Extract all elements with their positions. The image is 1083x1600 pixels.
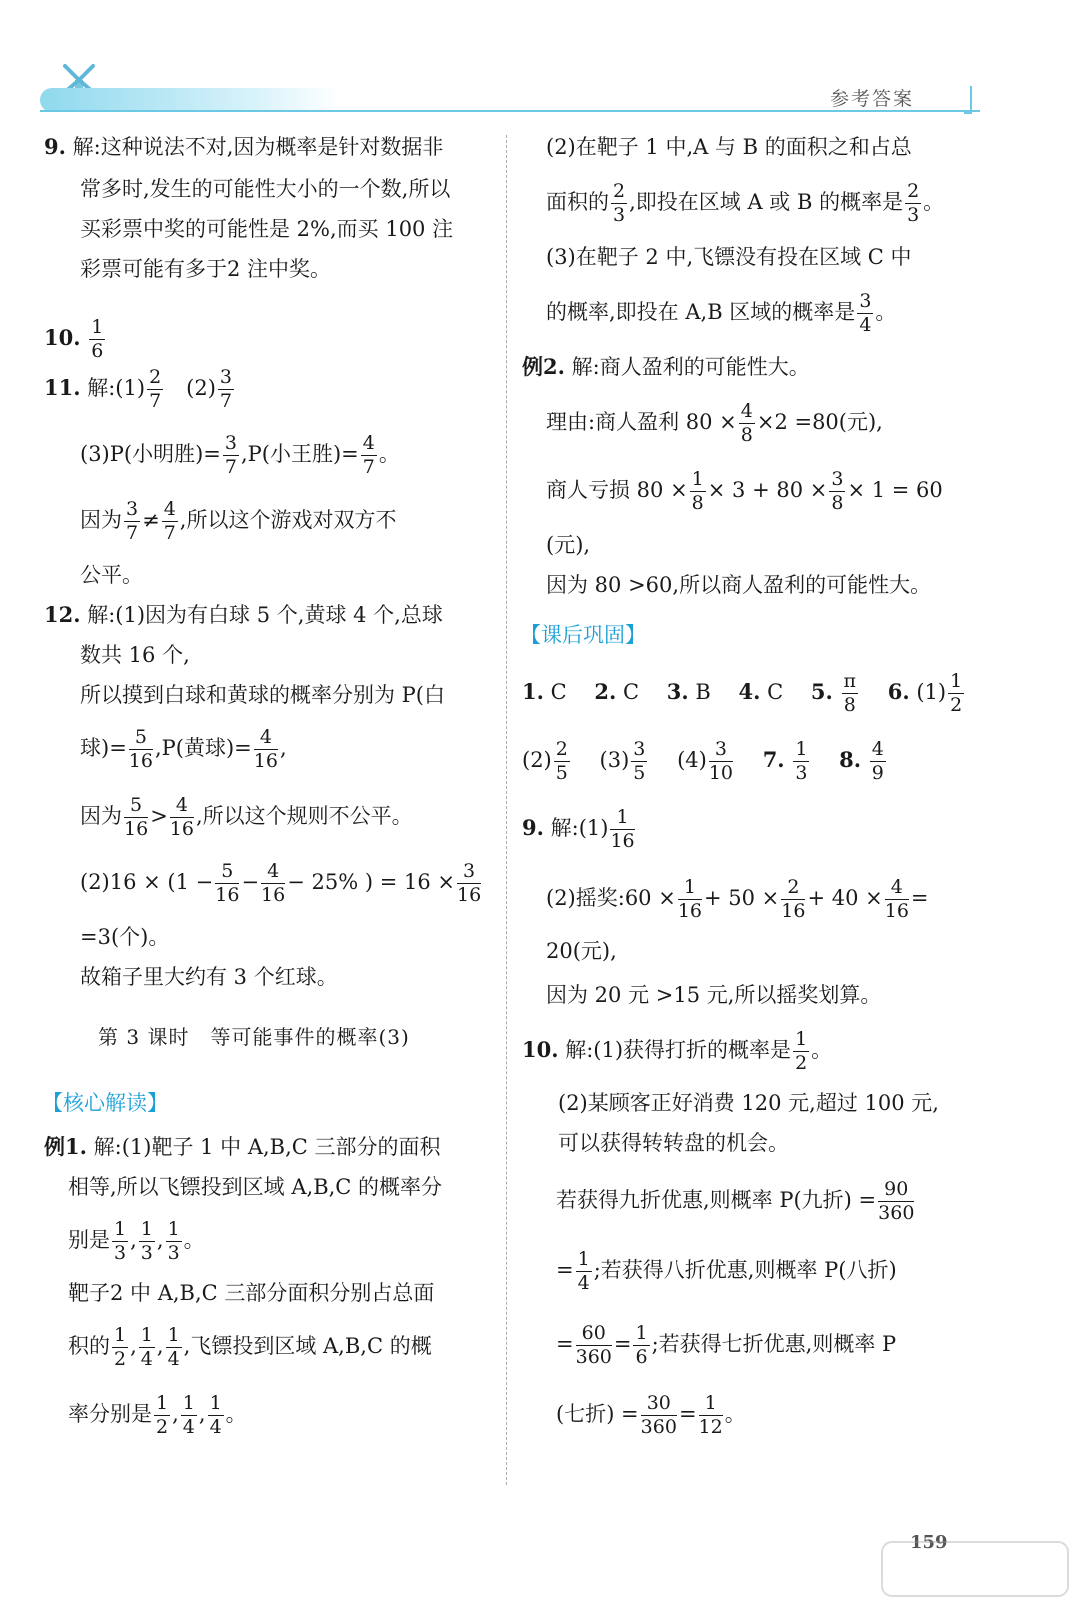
- text-line: 因为 80 >60,所以商人盈利的可能性大。: [546, 573, 932, 597]
- q12-line: 12. 解:(1)因为有白球 5 个,黄球 4 个,总球: [44, 602, 443, 627]
- text-line: 常多时,发生的可能性大小的一个数,所以: [80, 177, 451, 201]
- fraction: $\frac{1}{4}$: [140, 1324, 153, 1370]
- text-line: 别是 $\frac{1}{3}$ , $\frac{1}{3}$ , $\frac{1}{3}$ 。: [68, 1218, 205, 1264]
- fraction: $\frac{30}{360}$: [640, 1392, 677, 1438]
- fraction: $\frac{3}{4}$: [859, 290, 872, 336]
- fraction: $\frac{3}{5}$: [633, 738, 646, 784]
- text-line: 买彩票中奖的可能性是 2%,而买 100 注: [80, 217, 454, 241]
- text-line: 相等,所以飞镖投到区域 A,B,C 的概率分: [68, 1175, 443, 1199]
- fraction: $\frac{1}{8}$: [691, 468, 704, 514]
- q9-answer: 9. 解:(1) $\frac{1}{16}$: [522, 806, 635, 852]
- fraction: $\frac{1}{12}$: [698, 1392, 723, 1438]
- fraction: $\frac{3}{16}$: [457, 860, 482, 906]
- lesson-title: 第 3 课时 等可能事件的概率(3): [98, 1025, 410, 1049]
- fraction: $\frac{4}{16}$: [261, 860, 286, 906]
- fraction: $\frac{3}{10}$: [708, 738, 733, 784]
- choice-answers: 1. C 2. C 3. B 4. C 5. $\frac{\pi}{8}$ 6. (1) $\frac{1}{2}$: [522, 670, 963, 716]
- fraction: $\frac{4}{8}$: [740, 400, 753, 446]
- fraction: $\frac{4}{7}$: [163, 498, 176, 544]
- fraction: $\frac{1}{6}$: [635, 1322, 648, 1368]
- q9-line: 9. 解:这种说法不对,因为概率是针对数据非: [44, 134, 444, 159]
- fraction: $\frac{2}{3}$: [907, 180, 920, 226]
- fraction: $\frac{4}{16}$: [884, 876, 909, 922]
- section-heading: 【核心解读】: [42, 1091, 168, 1115]
- fraction: $\frac{5}{16}$: [124, 794, 149, 840]
- page-number: 159: [910, 1532, 948, 1553]
- text-line: 20(元),: [546, 939, 617, 963]
- fraction: $\frac{4}{9}$: [871, 738, 884, 784]
- text-line: 率分别是 $\frac{1}{2}$ , $\frac{1}{4}$ , $\frac{1}{4}$ 。: [68, 1392, 247, 1438]
- text-line: (2)16 × (1 − $\frac{5}{16}$ − $\frac{4}{16}$ − 25% ) = 16 × $\frac{3}{16}$: [80, 860, 482, 906]
- text-line: 因为 $\frac{5}{16}$ > $\frac{4}{16}$ ,所以这个规则不公平。: [80, 794, 413, 840]
- q10-line: 10. 解:(1)获得打折的概率是 $\frac{1}{2}$ 。: [522, 1028, 833, 1074]
- fraction: $\frac{5}{16}$: [128, 726, 153, 772]
- text-line: 的概率,即投在 A,B 区域的概率是 $\frac{3}{4}$ 。: [546, 290, 897, 336]
- fraction: $\frac{2}{7}$: [149, 366, 162, 412]
- fraction: $\frac{3}{7}$: [224, 432, 237, 478]
- header-tag: 参考答案: [830, 88, 915, 110]
- fraction: $\frac{1}{3}$: [795, 738, 808, 784]
- text-line: 所以摸到白球和黄球的概率分别为 P(白: [80, 683, 445, 707]
- fraction: $\frac{5}{16}$: [215, 860, 240, 906]
- text-line: 可以获得转转盘的机会。: [558, 1131, 789, 1155]
- ex1-line: 例1. 解:(1)靶子 1 中 A,B,C 三部分的面积: [44, 1134, 441, 1159]
- fraction: $\frac{2}{16}$: [781, 876, 806, 922]
- text-line: (元),: [546, 533, 591, 557]
- text-line: (2)在靶子 1 中,A 与 B 的面积之和占总: [546, 135, 912, 159]
- text-line: =3(个)。: [80, 925, 170, 949]
- fraction: $\frac{2}{5}$: [555, 738, 568, 784]
- header-band: [40, 88, 340, 112]
- fraction: $\frac{1}{4}$: [577, 1248, 590, 1294]
- text-line: (2)某顾客正好消费 120 元,超过 100 元,: [558, 1091, 939, 1115]
- fraction: $\frac{60}{360}$: [575, 1322, 612, 1368]
- text-line: 积的 $\frac{1}{2}$ , $\frac{1}{4}$ , $\frac{1}{4}$ ,飞镖投到区域 A,B,C 的概: [68, 1324, 432, 1370]
- fraction: $\frac{1}{2}$: [156, 1392, 169, 1438]
- text-line: (3)P(小明胜)= $\frac{3}{7}$ ,P(小王胜)= $\frac{4}{7}$ 。: [80, 432, 400, 478]
- fraction: $\frac{1}{16}$: [677, 876, 703, 922]
- fraction: $\frac{1}{3}$: [114, 1218, 127, 1264]
- text-line: 面积的 $\frac{2}{3}$ ,即投在区域 A 或 B 的概率是 $\frac{2}{3}$ 。: [546, 180, 945, 226]
- text-line: (2)摇奖:60 × $\frac{1}{16}$ + 50 × $\frac{2}{16}$ + 40 × $\frac{4}{16}$ =: [546, 876, 929, 922]
- fraction: $\frac{1}{6}$: [91, 316, 104, 362]
- text-line: 数共 16 个,: [80, 643, 190, 667]
- text-line: 因为 $\frac{3}{7}$ ≠ $\frac{4}{7}$ ,所以这个游戏对双方不: [80, 498, 397, 544]
- fraction: $\frac{2}{3}$: [613, 180, 626, 226]
- text-line: (七折) = $\frac{30}{360}$ = $\frac{1}{12}$ 。: [556, 1392, 746, 1438]
- text-line: 若获得九折优惠,则概率 P(九折) = $\frac{90}{360}$: [556, 1178, 915, 1224]
- text-line: (3)在靶子 2 中,飞镖没有投在区域 C 中: [546, 245, 912, 269]
- fraction: $\frac{\pi}{8}$: [843, 670, 857, 716]
- fraction: $\frac{1}{3}$: [140, 1218, 153, 1264]
- fraction: $\frac{1}{4}$: [182, 1392, 195, 1438]
- text-line: 商人亏损 80 × $\frac{1}{8}$ × 3 + 80 × $\frac{3}{8}$ × 1 = 60: [546, 468, 943, 514]
- fraction: $\frac{1}{16}$: [610, 806, 635, 852]
- text-line: 因为 20 元 >15 元,所以摇奖划算。: [546, 983, 882, 1007]
- fraction: $\frac{1}{2}$: [795, 1028, 808, 1074]
- fraction: $\frac{4}{16}$: [169, 794, 194, 840]
- ex2-line: 例2. 解:商人盈利的可能性大。: [522, 354, 810, 379]
- fraction: $\frac{1}{2}$: [950, 670, 963, 716]
- fraction: $\frac{3}{7}$: [219, 366, 232, 412]
- text-line: 故箱子里大约有 3 个红球。: [80, 965, 338, 989]
- fraction: $\frac{4}{16}$: [253, 726, 278, 772]
- fraction: $\frac{90}{360}$: [878, 1178, 915, 1224]
- fraction: $\frac{1}{3}$: [167, 1218, 180, 1264]
- fraction: $\frac{3}{7}$: [126, 498, 139, 544]
- text-line: 球)= $\frac{5}{16}$ ,P(黄球)= $\frac{4}{16}$ ,: [80, 726, 287, 772]
- text-line: = $\frac{60}{360}$ = $\frac{1}{6}$ ;若获得七折优惠,则概率 P: [556, 1322, 897, 1368]
- fraction: $\frac{1}{4}$: [167, 1324, 180, 1370]
- text-line: 公平。: [80, 563, 143, 587]
- q10-answer: 10. $\frac{1}{6}$: [44, 316, 104, 362]
- section-heading: 【课后巩固】: [520, 623, 646, 647]
- fraction: $\frac{3}{8}$: [831, 468, 844, 514]
- fraction: $\frac{1}{2}$: [114, 1324, 127, 1370]
- choice-answers: (2) $\frac{2}{5}$ (3) $\frac{3}{5}$ (4) $\frac{3}{10}$ 7. $\frac{1}{3}$ 8. $\frac{4}{9}$: [522, 738, 884, 784]
- fraction: $\frac{1}{4}$: [209, 1392, 222, 1438]
- text-line: 理由:商人盈利 80 × $\frac{4}{8}$ ×2 =80(元),: [546, 400, 883, 446]
- column-divider: [506, 135, 507, 1485]
- text-line: = $\frac{1}{4}$ ;若获得八折优惠,则概率 P(八折): [556, 1248, 897, 1294]
- header-bracket: [964, 86, 972, 114]
- text-line: 靶子2 中 A,B,C 三部分面积分别占总面: [68, 1281, 435, 1305]
- text-line: 彩票可能有多于2 注中奖。: [80, 257, 332, 281]
- q11-answer: 11. 解:(1) $\frac{2}{7}$ (2) $\frac{3}{7}$: [44, 366, 232, 412]
- fraction: $\frac{4}{7}$: [362, 432, 375, 478]
- watermark-logo-icon: [880, 1540, 1070, 1598]
